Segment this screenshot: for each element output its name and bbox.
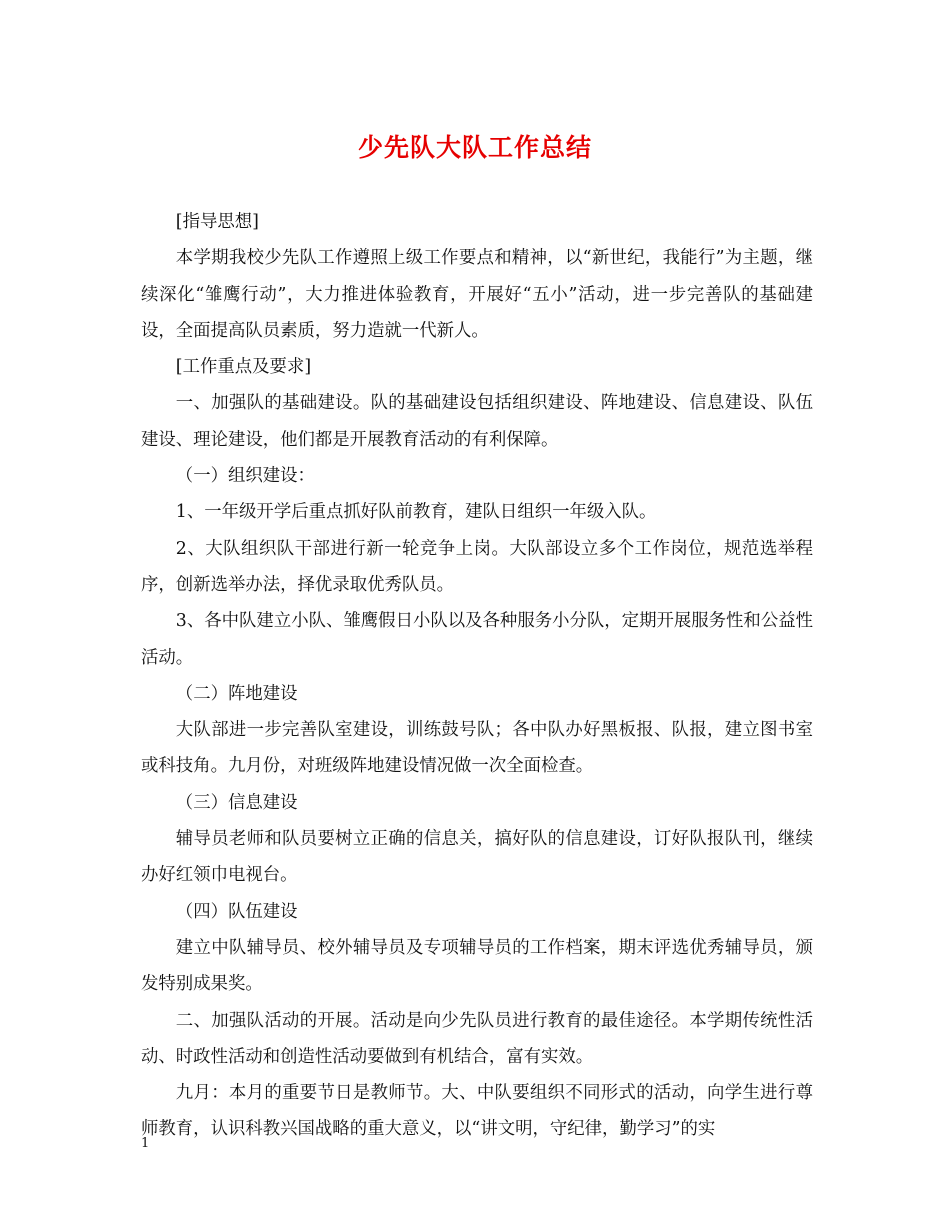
paragraph: 2、大队组织队干部进行新一轮竞争上岗。大队部设立多个工作岗位，规范选举程序，创新选举办法，择优录取优秀队员。 xyxy=(141,538,813,595)
paragraph: 1、一年级开学后重点抓好队前教育，建队日组织一年级入队。 xyxy=(175,502,657,523)
page-number: 1 xyxy=(141,1136,150,1151)
paragraph: 大队部进一步完善队室建设，训练鼓号队；各中队办好黑板报、队报，建立图书室或科技角。九月份，对班级阵地建设情况做一次全面检查。 xyxy=(141,720,813,777)
paragraph: （一）组织建设： xyxy=(175,466,315,487)
paragraph: 九月：本月的重要节日是教师节。大、中队要组织不同形式的活动，向学生进行尊师教育，认识科教兴国战略的重大意义，以“讲文明，守纪律，勤学习”的实 xyxy=(141,1083,813,1140)
paragraph: 一、加强队的基础建设。队的基础建设包括组织建设、阵地建设、信息建设、队伍建设、理论建设，他们都是开展教育活动的有利保障。 xyxy=(141,393,813,450)
paragraph: 辅导员老师和队员要树立正确的信息关，搞好队的信息建设，订好队报队刊，继续办好红领巾电视台。 xyxy=(141,829,813,886)
document-title: 少先队大队工作总结 xyxy=(357,133,592,162)
paragraph: 3、各中队建立小队、雏鹰假日小队以及各种服务小分队，定期开展服务性和公益性活动。 xyxy=(141,611,813,668)
paragraph: [指导思想] xyxy=(175,212,259,232)
paragraph: 二、加强队活动的开展。活动是向少先队员进行教育的最佳途径。本学期传统性活动、时政性活动和创造性活动要做到有机结合，富有实效。 xyxy=(141,1010,813,1067)
paragraph: 建立中队辅导员、校外辅导员及专项辅导员的工作档案，期末评选优秀辅导员，颁发特别成果奖。 xyxy=(141,937,813,995)
paragraph: （三）信息建设 xyxy=(175,792,298,813)
paragraph: （二）阵地建设 xyxy=(175,683,298,704)
paragraph: [工作重点及要求] xyxy=(175,357,312,378)
paragraph: （四）队伍建设 xyxy=(175,901,298,922)
paragraph: 本学期我校少先队工作遵照上级工作要点和精神，以“新世纪，我能行”为主题，继续深化“雏鹰行动”，大力推进体验教育，开展好“五小”活动，进一步完善队的基础建设，全面提高队员素质，努力造就一代新人。 xyxy=(141,248,813,341)
document-body xyxy=(141,204,813,1148)
